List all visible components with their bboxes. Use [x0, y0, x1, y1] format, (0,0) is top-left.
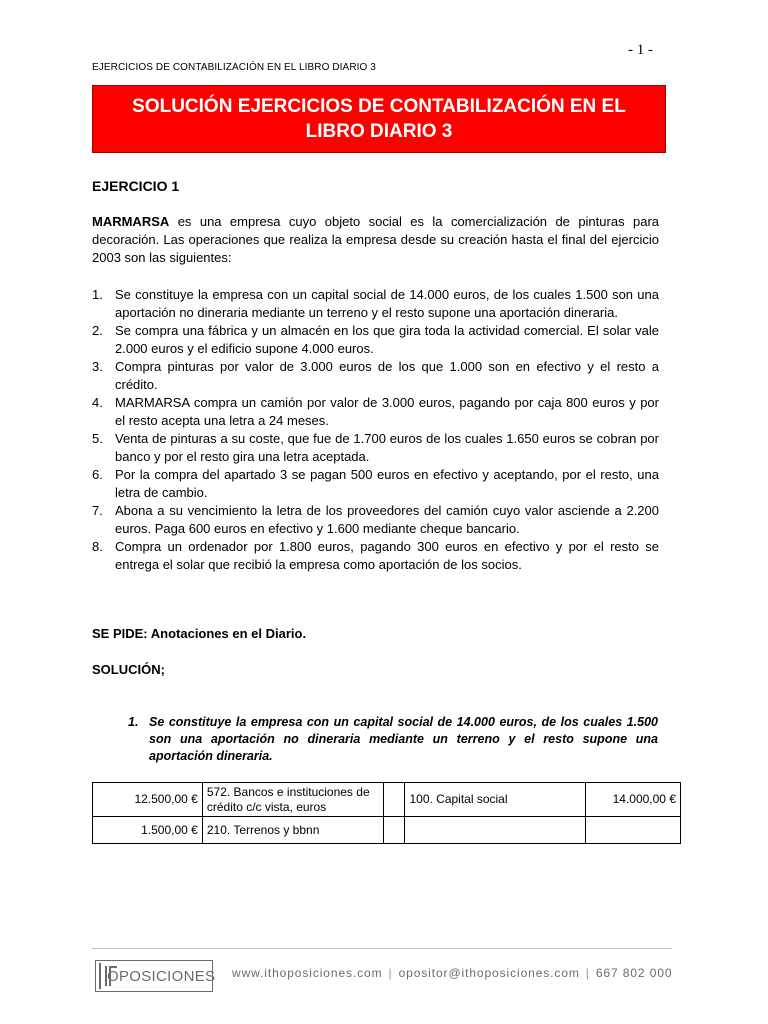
credit-account-cell: [405, 817, 586, 844]
list-number: 6.: [92, 467, 103, 482]
list-text: MARMARSA compra un camión por valor de 3.000 euros, pagando por caja 800 euros y por el resto acepta una letra a 24 meses.: [115, 395, 659, 428]
logo-text: OPOSICIONES: [107, 967, 216, 985]
intro-text: es una empresa cuyo objeto social es la comercialización de pinturas para decoración. Las operaciones que realiza la empresa desde su creación hasta el final del ejercicio 2003 son las siguientes:: [92, 214, 659, 265]
list-item: [92, 286, 659, 322]
exercise-intro: [92, 213, 659, 267]
footer-website: www.ithoposiciones.com: [232, 966, 383, 980]
title-banner: [92, 85, 666, 153]
list-text: Compra pinturas por valor de 3.000 euros de los que 1.000 son en efectivo y el resto a crédito.: [115, 359, 659, 392]
separator-cell: [383, 783, 405, 817]
journal-entry-table: [92, 782, 681, 844]
list-number: 2.: [92, 323, 103, 338]
running-header: EJERCICIOS DE CONTABILIZACIÓN EN EL LIBRO DIARIO 3: [92, 62, 376, 73]
page-number: - 1 -: [628, 42, 653, 58]
list-text: Abona a su vencimiento la letra de los proveedores del camión cuyo valor asciende a 2.200 euros. Paga 600 euros en efectivo y 1.600 mediante cheque bancario.: [115, 503, 659, 536]
list-item: [92, 538, 659, 574]
list-number: 1.: [92, 287, 103, 302]
list-item: [92, 466, 659, 502]
task-statement: SE PIDE: Anotaciones en el Diario.: [92, 626, 307, 641]
list-number: 4.: [92, 395, 103, 410]
list-number: 5.: [92, 431, 103, 446]
footer-divider: [92, 948, 672, 949]
document-title: SOLUCIÓN EJERCICIOS DE CONTABILIZACIÓN EN EL LIBRO DIARIO 3: [132, 96, 626, 142]
list-item: [92, 322, 659, 358]
footer-phone: 667 802 000: [595, 966, 673, 980]
table-row: [93, 817, 681, 844]
solution-heading: SOLUCIÓN;: [92, 662, 165, 677]
debit-amount-cell: 12.500,00 €: [93, 783, 203, 817]
separator-cell: [383, 817, 405, 844]
list-text: Por la compra del apartado 3 se pagan 500 euros en efectivo y aceptando, por el resto, una letra de cambio.: [115, 467, 659, 500]
list-item: [92, 358, 659, 394]
list-item: [92, 394, 659, 430]
list-number: 8.: [92, 539, 103, 554]
list-text: Compra un ordenador por 1.800 euros, pagando 300 euros en efectivo y por el resto se entrega el solar que recibió la empresa como aportación de los socios.: [115, 539, 659, 572]
list-number: 7.: [92, 503, 103, 518]
company-name: MARMARSA: [92, 214, 170, 229]
solution-text: Se constituye la empresa con un capital social de 14.000 euros, de los cuales 1.500 son una aportación no dineraria mediante un terreno y el resto supone una aportación dineraria.: [149, 715, 658, 763]
footer-email: opositor@ithoposiciones.com: [398, 966, 580, 980]
table-row: [93, 783, 681, 817]
credit-amount-cell: [586, 817, 681, 844]
list-text: Se constituye la empresa con un capital social de 14.000 euros, de los cuales 1.500 son una aportación no dineraria mediante un terreno y el resto supone una aportación dineraria.: [115, 287, 659, 320]
exercise-heading: EJERCICIO 1: [92, 178, 180, 194]
debit-amount-cell: 1.500,00 €: [93, 817, 203, 844]
ith-logo: [95, 960, 216, 992]
list-item: [92, 430, 659, 466]
list-number: 3.: [92, 359, 103, 374]
credit-account-cell: 100. Capital social: [405, 783, 586, 817]
debit-account-cell: 572. Bancos e instituciones de crédito c/c vista, euros: [202, 783, 383, 817]
footer-separator: |: [388, 966, 393, 980]
footer-contact: [232, 966, 672, 980]
debit-account-cell: 210. Terrenos y bbnn: [202, 817, 383, 844]
ith-logo-mark-icon: [99, 963, 101, 989]
solution-number: 1.: [128, 715, 139, 729]
list-item: [92, 502, 659, 538]
list-text: Venta de pinturas a su coste, que fue de 1.700 euros de los cuales 1.650 euros se cobran por banco y por el resto gira una letra aceptada.: [115, 431, 659, 464]
footer-separator: |: [585, 966, 590, 980]
operations-list: [92, 286, 659, 574]
list-text: Se compra una fábrica y un almacén en los que gira toda la actividad comercial. El solar vale 2.000 euros y el edificio supone 4.000 euros.: [115, 323, 659, 356]
solution-item: [128, 714, 658, 765]
credit-amount-cell: 14.000,00 €: [586, 783, 681, 817]
